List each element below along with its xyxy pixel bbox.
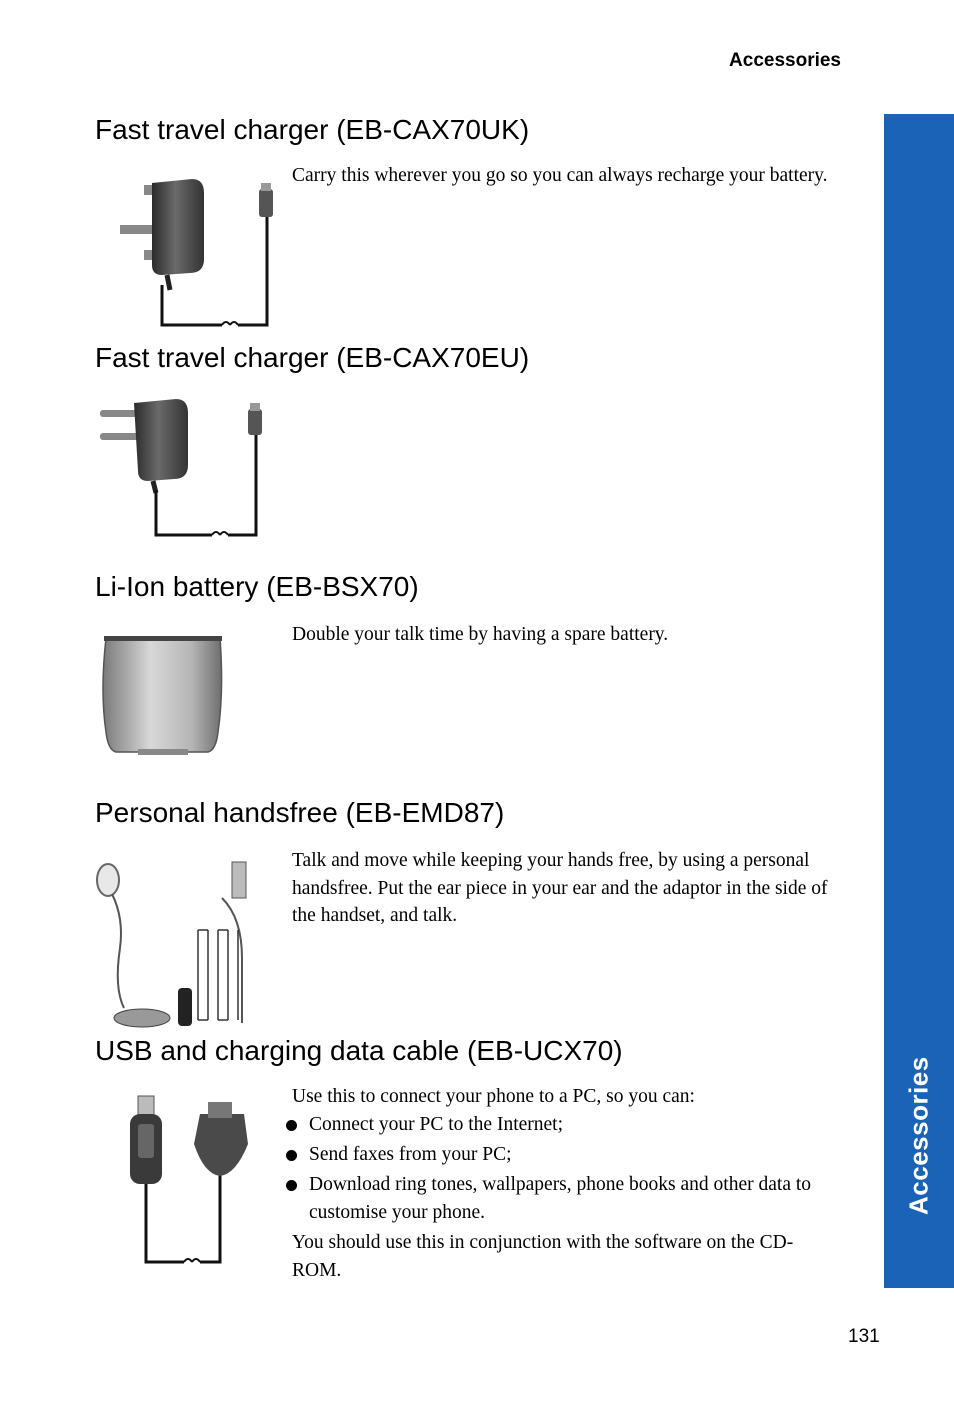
section-heading: Personal handsfree (EB-EMD87) <box>95 797 505 828</box>
section-heading: Li-Ion battery (EB-BSX70) <box>95 571 419 602</box>
section-heading: Fast travel charger (EB-CAX70UK) <box>95 114 530 145</box>
page-number: 131 <box>848 1326 880 1347</box>
usb-cable-image <box>124 1094 252 1272</box>
running-head: Accessories <box>729 50 841 71</box>
section-description: Carry this wherever you go so you can always recharge your battery. <box>292 165 828 186</box>
bullet-icon <box>286 1180 297 1191</box>
bullet-icon <box>286 1150 297 1161</box>
bullet-list <box>286 1111 837 1229</box>
uk-charger-image <box>112 175 277 332</box>
section-heading: USB and charging data cable (EB-UCX70) <box>95 1035 623 1066</box>
list-item: Send faxes from your PC; <box>286 1141 837 1169</box>
section-description: Use this to connect your phone to a PC, so you can: <box>292 1086 695 1107</box>
battery-image <box>98 632 228 758</box>
side-tab <box>884 114 954 1288</box>
handsfree-image <box>94 858 254 1030</box>
list-item: Connect your PC to the Internet; <box>286 1111 837 1139</box>
section-heading: Fast travel charger (EB-CAX70EU) <box>95 342 530 373</box>
side-tab-label: Accessories <box>903 1056 934 1215</box>
bullet-icon <box>286 1120 297 1131</box>
section-description: Talk and move while keeping your hands free, by using a personal handsfree. Put the ear piece in your ear and the adaptor in the side of the handset, and talk. <box>292 850 828 926</box>
section-description: Double your talk time by having a spare battery. <box>292 624 669 645</box>
list-item: Download ring tones, wallpapers, phone books and other data to customise your phone. <box>286 1171 837 1226</box>
eu-charger-image <box>96 395 266 545</box>
section-note: You should use this in conjunction with the software on the CD-ROM. <box>292 1232 794 1281</box>
